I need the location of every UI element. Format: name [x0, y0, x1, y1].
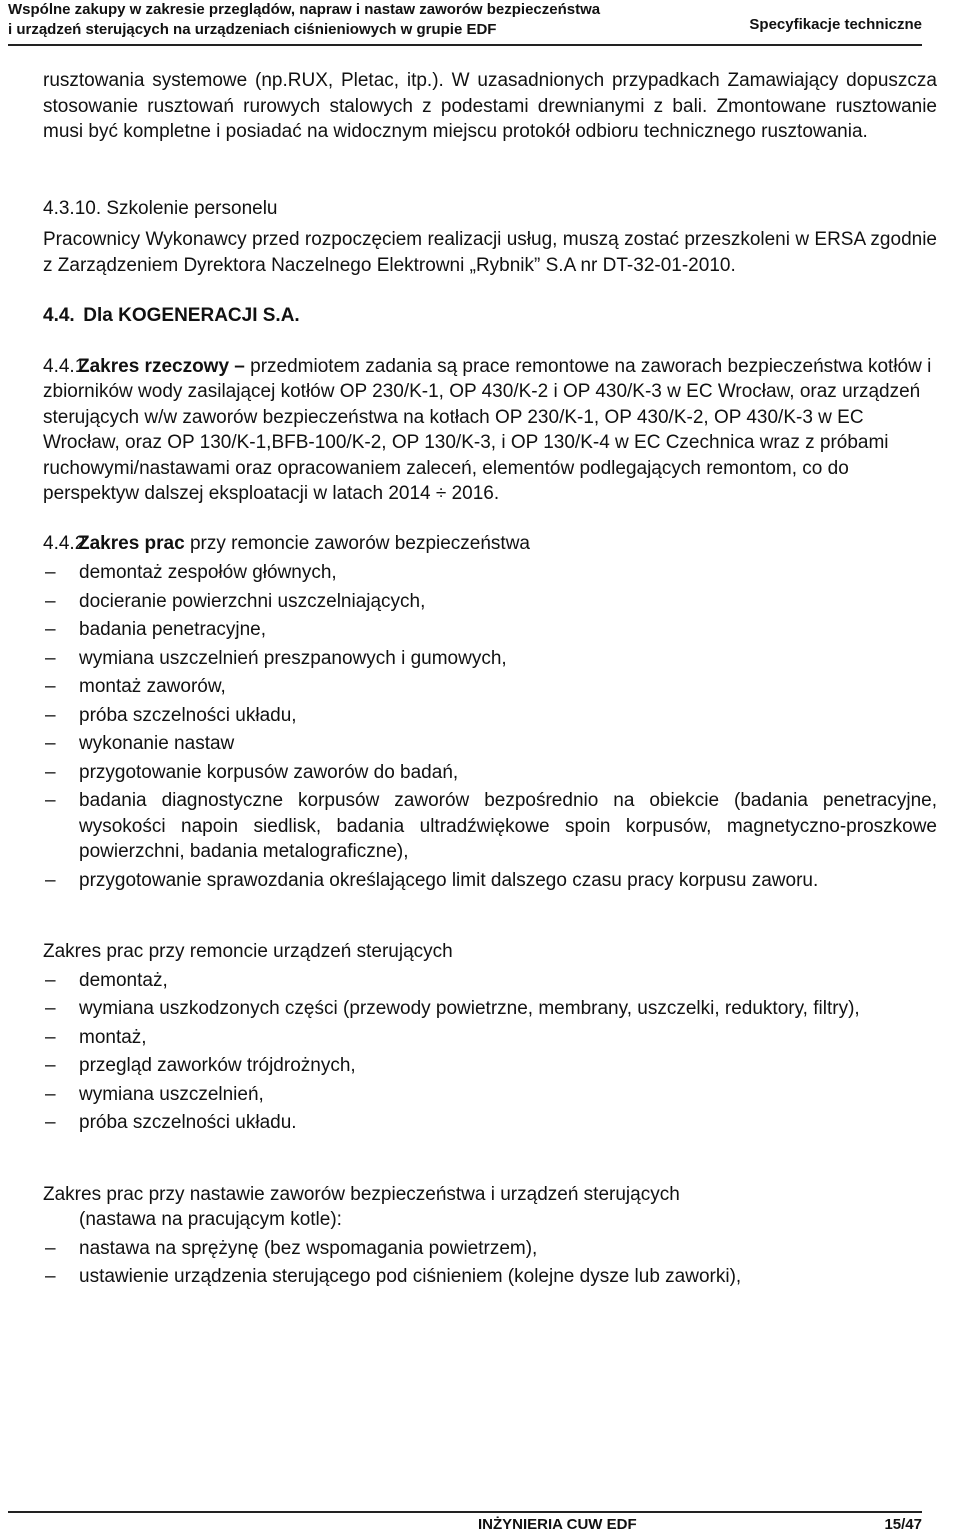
list-item: – demontaż,	[43, 968, 937, 994]
header-title	[8, 0, 600, 40]
section-4-4-number: 4.4.	[43, 305, 75, 326]
list-item: – przygotowanie korpusów zaworów do badań,	[43, 760, 937, 786]
valve-repair-list	[43, 560, 937, 893]
setting-subheading: (nastawa na pracującym kotle):	[79, 1209, 342, 1230]
intro-paragraph: rusztowania systemowe (np.RUX, Pletac, itp.). W uzasadnionych przypadkach Zamawiający dopuszcza stosowanie rusztowań rurowych stalowych z podestami drewnianymi z bali. Zmontowane rusztowanie musi być kompletne i posiadać na widocznym miejscu protokół odbioru technicznego rusztowania.	[43, 70, 937, 142]
dash-icon: –	[45, 562, 56, 583]
dash-icon: –	[45, 1026, 56, 1048]
section-4-4-heading	[43, 303, 937, 329]
list-item: – wymiana uszczelnień preszpanowych i gumowych,	[43, 646, 937, 672]
control-devices-list	[43, 968, 937, 1136]
section-4-3-10-text: Pracownicy Wykonawcy przed rozpoczęciem realizacji usług, muszą zostać przeszkoleni w ERSA zgodnie z Zarządzeniem Dyrektora Naczelnego Elektrowni „Rybnik” S.A nr DT-32-01-2010.	[43, 229, 937, 276]
section-4-4-1	[43, 354, 937, 507]
list-item: – próba szczelności układu,	[43, 703, 937, 729]
dash-icon: –	[45, 1083, 56, 1105]
dash-icon: –	[45, 676, 56, 697]
list-item: – montaż,	[43, 1025, 937, 1051]
dash-icon: –	[45, 1112, 56, 1133]
list-item: – montaż zaworów,	[43, 674, 937, 700]
dash-icon: –	[45, 761, 56, 783]
page-footer	[8, 1511, 922, 1533]
footer-department: INŻYNIERIA CUW EDF	[478, 1516, 637, 1533]
dash-icon: –	[45, 998, 56, 1019]
section-4-4-title: Dla KOGENERACJI S.A.	[83, 305, 300, 326]
list-item: – wymiana uszczelnień,	[43, 1082, 937, 1108]
section-4-4-1-number: 4.4.1.	[43, 355, 91, 377]
document-body	[43, 68, 937, 1293]
section-4-4-2-title-rest: przy remoncie zaworów bezpieczeństwa	[184, 532, 530, 554]
dash-icon: –	[45, 647, 56, 669]
dash-icon: –	[45, 1237, 56, 1259]
section-4-3-10-heading: 4.3.10. Szkolenie personelu	[43, 197, 278, 219]
list-item: – próba szczelności układu.	[43, 1110, 937, 1136]
dash-icon: –	[45, 790, 56, 811]
dash-icon: –	[45, 704, 56, 726]
list-item: – badania penetracyjne,	[43, 617, 937, 643]
page-header	[8, 0, 922, 46]
list-item: – ustawienie urządzenia sterującego pod ciśnieniem (kolejne dysze lub zaworki),	[43, 1264, 937, 1290]
list-item: – badania diagnostyczne korpusów zaworów bezpośrednio na obiekcie (badania penetracyjne, wysokości napoin siedlisk, badania ultradźwiękowe spoin korpusów, magnetyczno-proszkowe powierzchni, badania metalograficzne),	[45, 790, 937, 862]
list-item: – przegląd zaworków trójdrożnych,	[43, 1053, 937, 1079]
setting-list	[43, 1236, 937, 1290]
page-number: 15/47	[884, 1516, 922, 1533]
section-4-4-1-title: Zakres rzeczowy –	[78, 355, 245, 377]
control-devices-heading: Zakres prac przy remoncie urządzeń sterujących	[43, 941, 453, 962]
list-item: – wykonanie nastaw	[43, 731, 937, 757]
dash-icon: –	[45, 590, 56, 612]
dash-icon: –	[45, 1266, 56, 1287]
header-title-line2: i urządzeń sterujących na urządzeniach ciśnieniowych w grupie EDF	[8, 21, 497, 38]
section-4-4-2-number: 4.4.2.	[43, 532, 91, 554]
section-4-4-2-title: Zakres prac	[78, 532, 185, 554]
list-item: – docieranie powierzchni uszczelniających,	[43, 589, 937, 615]
dash-icon: –	[45, 869, 56, 891]
dash-icon: –	[45, 1055, 56, 1076]
dash-icon: –	[45, 619, 56, 640]
section-4-4-1-text: przedmiotem zadania są prace remontowe na zaworach bezpieczeństwa kotłów i zbiorników wody zasilającej kotłów OP 230/K-1, OP 430/K-2 i OP 430/K-3 w EC Wrocław, oraz urządzeń sterujących w/w zaworów bezpieczeństwa na kotłach OP 230/K-1, OP 430/K-2, OP 430/K-3 w EC Wrocław, oraz OP 130/K-1,BFB-100/K-2, OP 130/K-3, i OP 130/K-4 w EC Czechnica wraz z próbami ruchowymi/nastawami oraz opracowaniem zaleceń, elementów podlegających remontom, co do perspektyw dalszej eksploatacji w latach 2014 ÷ 2016.	[43, 355, 932, 504]
section-4-4-2-heading	[43, 531, 937, 557]
list-item: – wymiana uszkodzonych części (przewody powietrzne, membrany, uszczelki, reduktory, filtry),	[43, 996, 937, 1022]
dash-icon: –	[45, 733, 56, 754]
header-title-line1: Wspólne zakupy w zakresie przeglądów, napraw i nastaw zaworów bezpieczeństwa	[8, 1, 601, 18]
setting-heading: Zakres prac przy nastawie zaworów bezpieczeństwa i urządzeń sterujących	[43, 1183, 680, 1205]
list-item: – demontaż zespołów głównych,	[43, 560, 937, 586]
header-doc-type: Specyfikacje techniczne	[749, 16, 922, 33]
list-item: – nastawa na sprężynę (bez wspomagania powietrzem),	[43, 1236, 937, 1262]
list-item: – przygotowanie sprawozdania określającego limit dalszego czasu pracy korpusu zaworu.	[43, 868, 937, 894]
dash-icon: –	[45, 969, 56, 991]
